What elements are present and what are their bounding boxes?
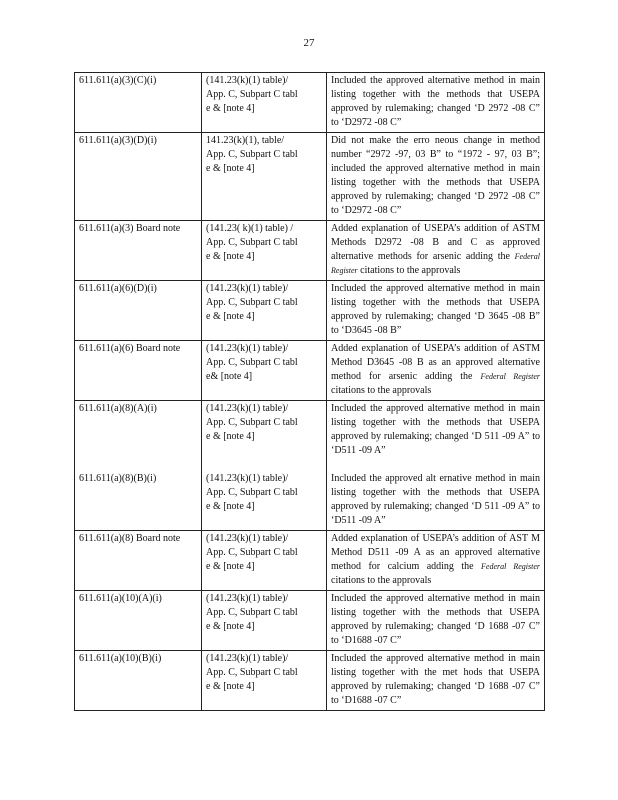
change-cell [327, 651, 545, 711]
table-row [75, 651, 545, 711]
change-text: Added explanation of USEPA’s addition of ASTM Method D3645 -08 B as an approved alternative method for arsenic adding the [331, 343, 540, 382]
change-text: Included the approved alternative method in main listing together with the methods that USEPA approved by rulemaking; changed ‘D 2972 -08 C” to ‘D2972 -08 C” [331, 75, 540, 128]
section-cell [75, 281, 202, 341]
changes-table [74, 72, 545, 711]
table-row [75, 341, 545, 401]
citation-text: (141.23(k)(1) table)/ App. C, Subpart C tabl e & [note 4] [206, 593, 298, 632]
citation-text-2: (141.23(k)(1) table)/ App. C, Subpart C tabl e & [note 4] [206, 473, 298, 512]
table-row [75, 531, 545, 591]
table-row [75, 401, 545, 531]
citation-text: (141.23(k)(1) table)/ App. C, Subpart C tabl e & [note 4] [206, 403, 298, 442]
table-row [75, 591, 545, 651]
table-row [75, 221, 545, 281]
citation-text: (141.23(k)(1) table)/ App. C, Subpart C tabl e & [note 4] [206, 75, 298, 114]
change-cell [327, 133, 545, 221]
citation-cell [202, 651, 327, 711]
citation-cell [202, 341, 327, 401]
citation-cell [202, 591, 327, 651]
section-cell [75, 401, 202, 531]
section-text-2: 611.611(a)(8)(B)(i) [79, 473, 157, 484]
citation-cell [202, 281, 327, 341]
section-text: 611.611(a)(6)(D)(i) [79, 283, 157, 294]
change-cell [327, 531, 545, 591]
citation-cell [202, 73, 327, 133]
table-row [75, 281, 545, 341]
section-text: 611.611(a)(6) Board note [79, 343, 181, 354]
change-cell [327, 341, 545, 401]
change-text-end: citations to the approvals [331, 385, 432, 396]
change-cell [327, 73, 545, 133]
change-text-end: citations to the approvals [357, 265, 461, 276]
citation-cell [202, 531, 327, 591]
section-cell [75, 531, 202, 591]
section-cell [75, 133, 202, 221]
change-text: Did not make the erro neous change in method number “2972 -97, 03 B” to “1972 - 97, 03 B”; included the approved alternative method in main listing together with the methods that USEPA approved by rulemaking; changed ‘D 2972 -08 C” to ‘D2972 -08 C” [331, 135, 540, 216]
citation-text: (141.23(k)(1) table)/ App. C, Subpart C tabl e& [note 4] [206, 343, 298, 382]
section-cell [75, 591, 202, 651]
section-text: 611.611(a)(3) Board note [79, 223, 181, 234]
change-text: Included the approved alternative method in main listing together with the methods that USEPA approved by rulemaking; changed ‘D 511 -09 A” to ‘D511 -09 A” [331, 403, 540, 456]
change-cell [327, 221, 545, 281]
citation-text: (141.23(k)(1) table)/ App. C, Subpart C tabl e & [note 4] [206, 533, 298, 572]
section-cell [75, 221, 202, 281]
citation-text: 141.23(k)(1), table/ App. C, Subpart C tabl e & [note 4] [206, 135, 298, 174]
citation-cell [202, 401, 327, 531]
change-text: Added explanation of USEPA’s addition of ASTM Methods D2972 -08 B and C as approved alternative methods for arsenic adding the [331, 223, 540, 262]
change-cell [327, 401, 545, 531]
citation-text: (141.23(k)(1) table)/ App. C, Subpart C tabl e & [note 4] [206, 653, 298, 692]
section-cell [75, 651, 202, 711]
section-text: 611.611(a)(8) Board note [79, 533, 181, 544]
federal-register-text: Federal Register [331, 252, 540, 275]
section-text: 611.611(a)(3)(C)(i) [79, 75, 157, 86]
change-text: Included the approved alternative method in main listing together with the methods that USEPA approved by rulemaking; changed ‘D 3645 -08 B” to ‘D3645 -08 B” [331, 283, 540, 336]
table-row [75, 133, 545, 221]
section-text: 611.611(a)(3)(D)(i) [79, 135, 157, 146]
citation-cell [202, 221, 327, 281]
change-text-2: Included the approved alt ernative method in main listing together with the methods that USEPA approved by rulemaking; changed ‘D 511 -09 A” to ‘D511 -09 A” [331, 473, 540, 526]
section-text: 611.611(a)(8)(A)(i) [79, 403, 157, 414]
federal-register-text: Federal Register [481, 562, 540, 571]
change-text: Added explanation of USEPA’s addition of AST M Method D511 -09 A as an approved alternative method for calcium adding the [331, 533, 540, 572]
section-text: 611.611(a)(10)(B)(i) [79, 653, 162, 664]
table-row [75, 73, 545, 133]
citation-text: (141.23( k)(1) table) / App. C, Subpart C tabl e & [note 4] [206, 223, 298, 262]
section-cell [75, 341, 202, 401]
change-text-end: citations to the approvals [331, 575, 432, 586]
section-cell [75, 73, 202, 133]
citation-text: (141.23(k)(1) table)/ App. C, Subpart C tabl e & [note 4] [206, 283, 298, 322]
change-text: Included the approved alternative method in main listing together with the met hods that USEPA approved by rulemaking; changed ‘D 1688 -07 C” to ‘D1688 -07 C” [331, 653, 540, 706]
section-text: 611.611(a)(10)(A)(i) [79, 593, 162, 604]
change-cell [327, 591, 545, 651]
change-text: Included the approved alternative method in main listing together with the methods that USEPA approved by rulemaking; changed ‘D 1688 -07 C” to ‘D1688 -07 C” [331, 593, 540, 646]
citation-cell [202, 133, 327, 221]
change-cell [327, 281, 545, 341]
federal-register-text: Federal Register [480, 372, 541, 381]
page-number: 27 [303, 37, 315, 49]
